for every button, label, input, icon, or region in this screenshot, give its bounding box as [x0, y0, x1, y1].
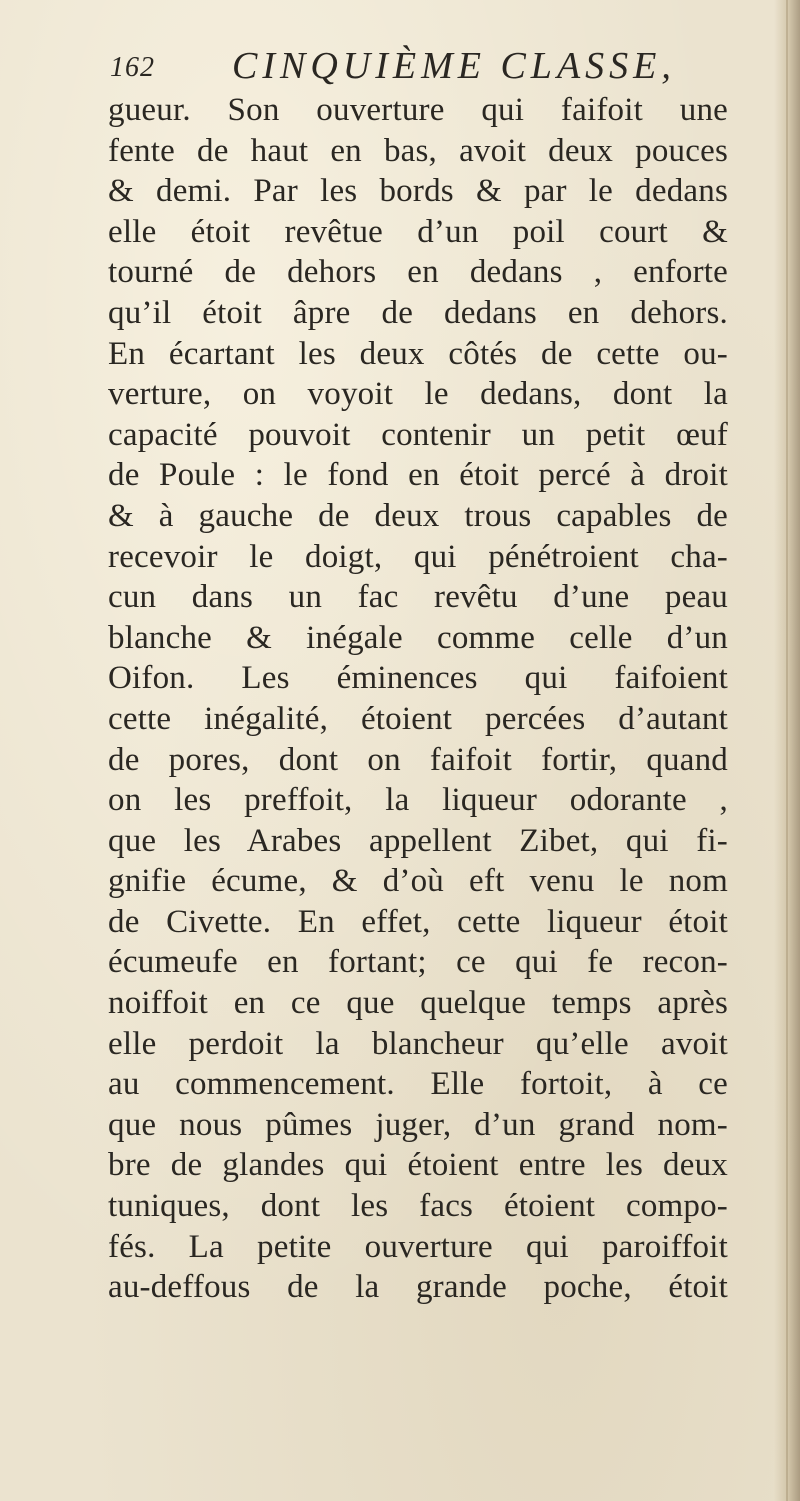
page-number: 162: [110, 52, 155, 83]
text-line: de pores, dont on faifoit fortir, quand: [108, 741, 728, 778]
text-line: que nous pûmes juger, d’un grand nom-: [108, 1106, 728, 1143]
text-line: tourné de dehors en dedans , enforte: [108, 254, 728, 291]
text-line: de Poule : le fond en étoit percé à droit: [108, 457, 728, 494]
text-line: En écartant les deux côtés de cette ou-: [108, 335, 728, 372]
text-line: écumeufe en fortant; ce qui fe recon-: [108, 944, 728, 981]
text-line: blanche & inégale comme celle d’un: [108, 619, 728, 656]
text-line: on les preffoit, la liqueur odorante ,: [108, 782, 728, 819]
running-head: CINQUIÈME CLASSE,: [232, 45, 676, 87]
text-line: fés. La petite ouverture qui paroiffoit: [108, 1228, 728, 1265]
text-line: noiffoit en ce que quelque temps après: [108, 985, 728, 1022]
text-line: au-deffous de la grande poche, étoit: [108, 1269, 728, 1306]
text-line: que les Arabes appellent Zibet, qui fi-: [108, 822, 728, 859]
page-header: [110, 44, 710, 92]
text-line: de Civette. En effet, cette liqueur étoit: [108, 903, 728, 940]
text-line: elle perdoit la blancheur qu’elle avoit: [108, 1025, 728, 1062]
text-line: au commencement. Elle fortoit, à ce: [108, 1066, 728, 1103]
page-gutter-edge: [786, 0, 788, 1501]
text-line: bre de glandes qui étoient entre les deux: [108, 1147, 728, 1184]
text-line: gueur. Son ouverture qui faifoit une: [108, 92, 728, 128]
text-line: elle étoit revêtue d’un poil court &: [108, 213, 728, 250]
text-line: capacité pouvoit contenir un petit œuf: [108, 416, 728, 453]
text-line: recevoir le doigt, qui pénétroient cha-: [108, 538, 728, 575]
text-line: qu’il étoit âpre de dedans en dehors.: [108, 294, 728, 331]
text-line: fente de haut en bas, avoit deux pouces: [108, 132, 728, 169]
text-line: gnifie écume, & d’où eft venu le nom: [108, 863, 728, 900]
text-line: cun dans un fac revêtu d’une peau: [108, 579, 728, 616]
text-line: tuniques, dont les facs étoient compo-: [108, 1188, 728, 1225]
text-line: verture, on voyoit le dedans, dont la: [108, 376, 728, 413]
text-line: & à gauche de deux trous capables de: [108, 497, 728, 534]
body-text: [108, 90, 728, 1308]
text-line: Oifon. Les éminences qui faifoient: [108, 660, 728, 697]
text-line: & demi. Par les bords & par le dedans: [108, 173, 728, 210]
text-line: cette inégalité, étoient percées d’autant: [108, 700, 728, 737]
